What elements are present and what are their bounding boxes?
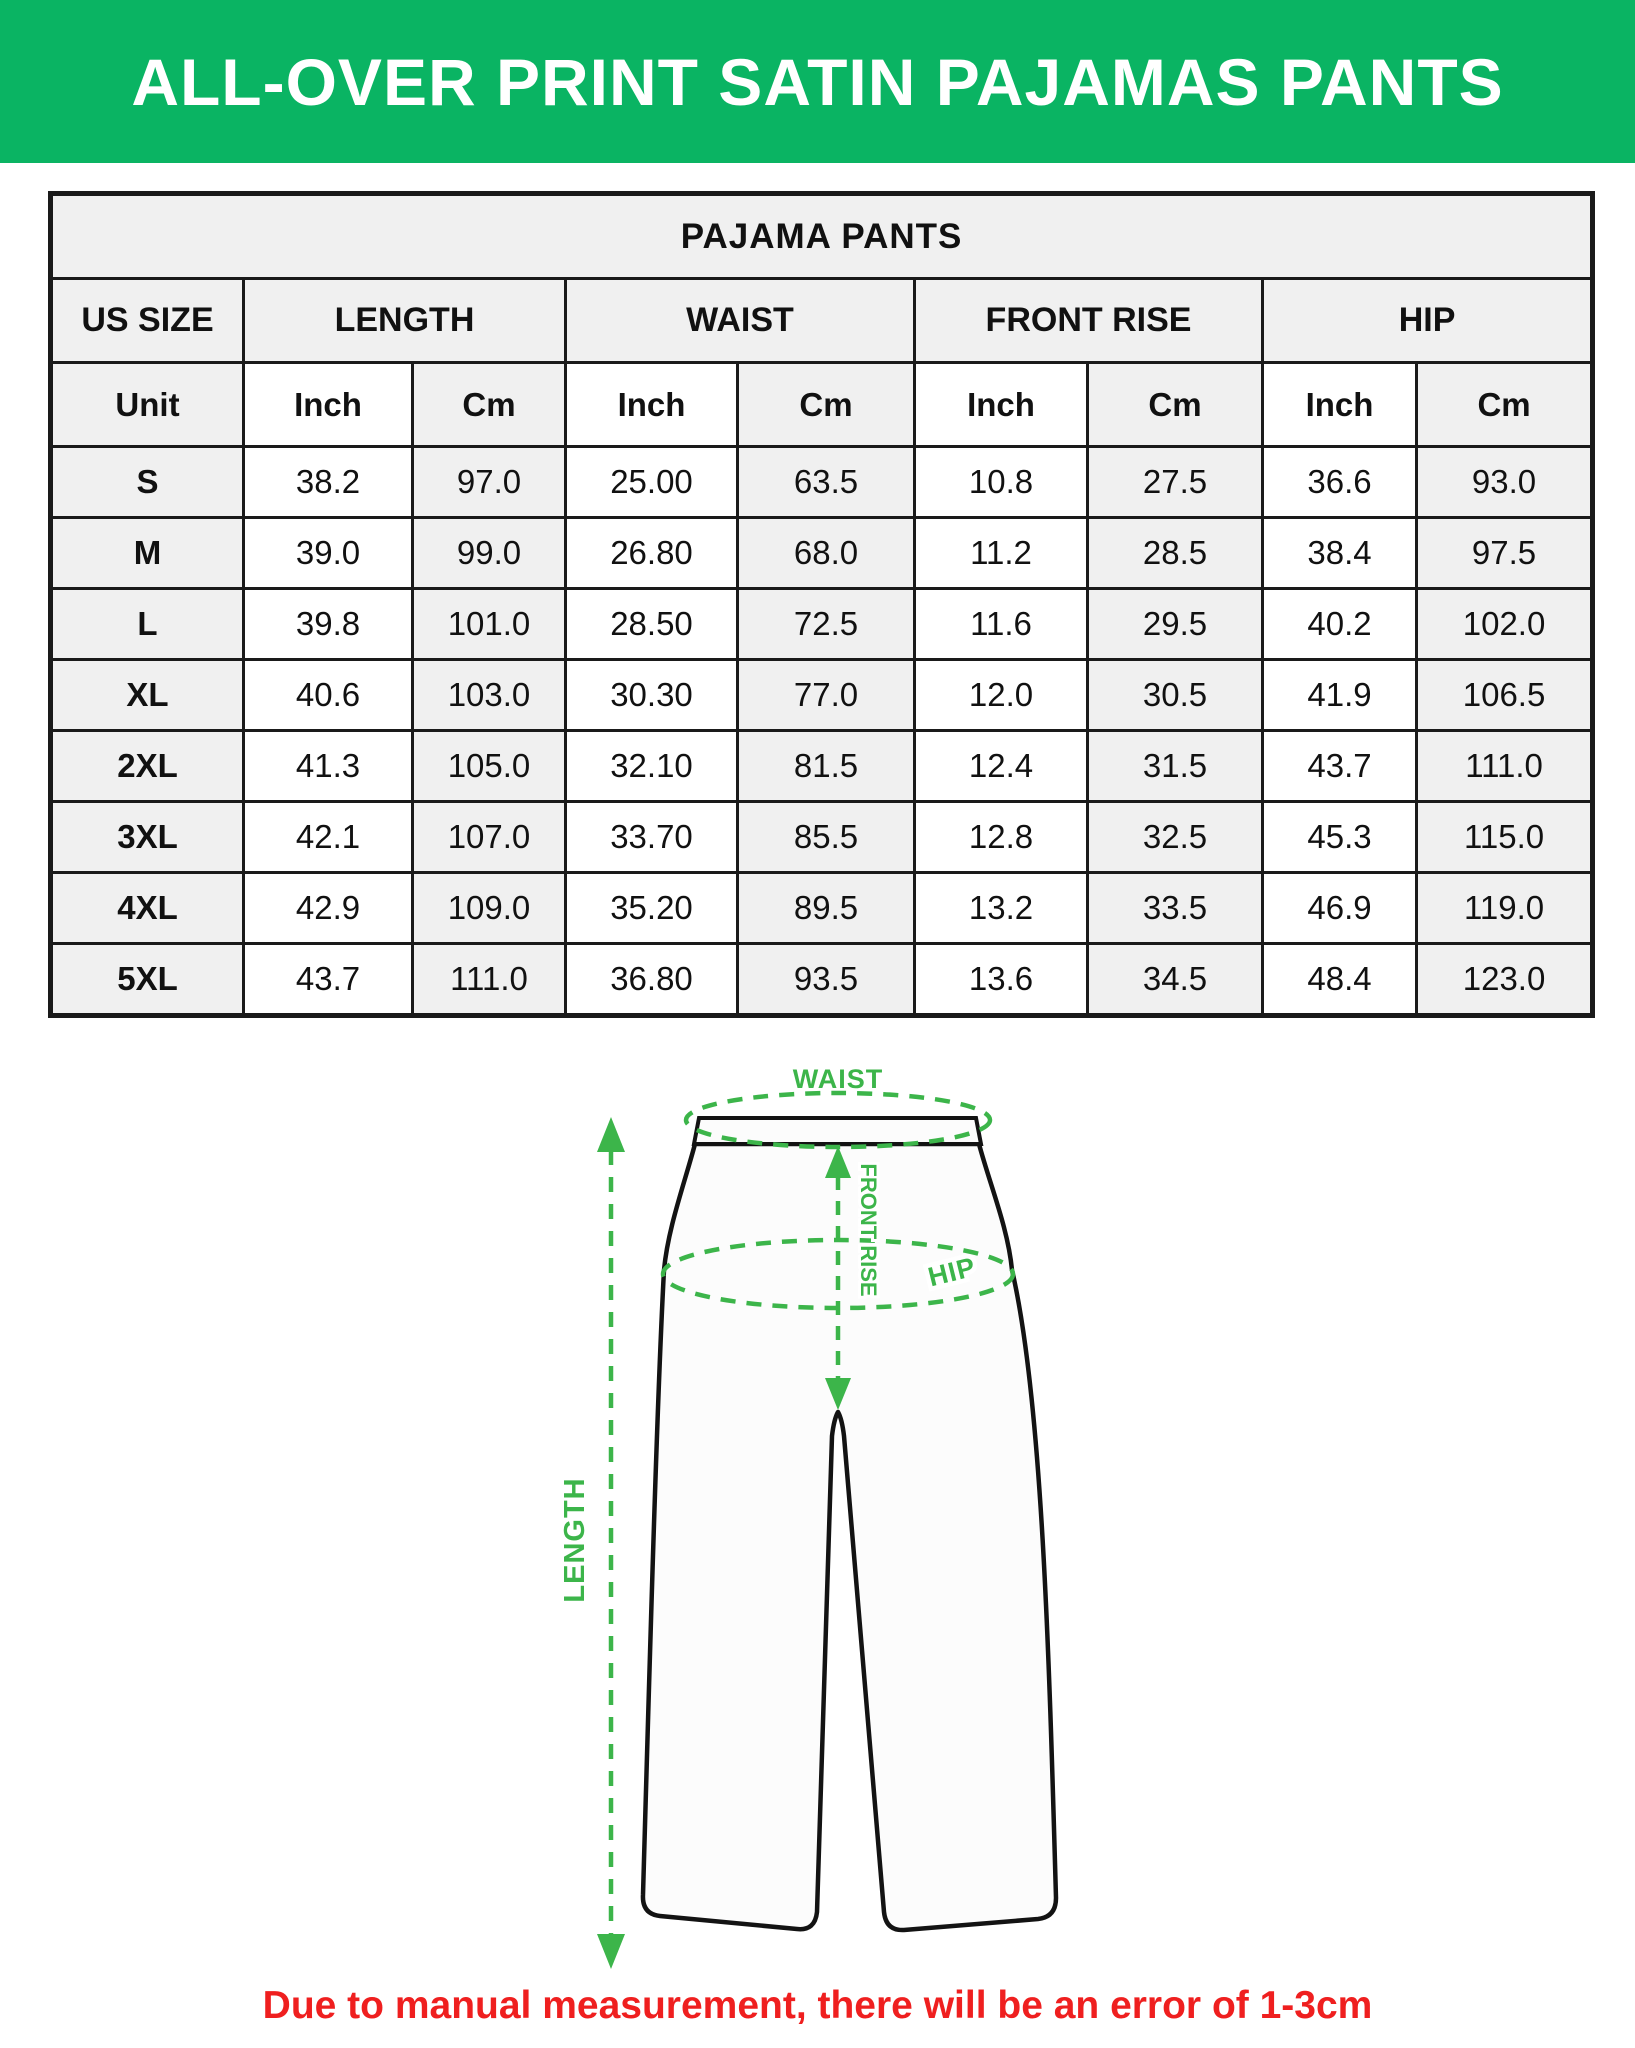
value-cell: 123.0: [1417, 944, 1593, 1016]
value-cell: 39.0: [244, 518, 413, 589]
unit-cell: Inch: [1263, 363, 1417, 447]
col-header-front-rise: FRONT RISE: [915, 279, 1263, 363]
value-cell: 25.00: [566, 447, 738, 518]
value-cell: 12.8: [915, 802, 1088, 873]
waist-label: WAIST: [792, 1064, 884, 1094]
table-row: [51, 731, 1593, 802]
table-row: [51, 944, 1593, 1016]
value-cell: 31.5: [1088, 731, 1263, 802]
value-cell: 30.5: [1088, 660, 1263, 731]
value-cell: 27.5: [1088, 447, 1263, 518]
table-row: [51, 518, 1593, 589]
pants-measurement-diagram: [0, 1040, 1635, 1975]
value-cell: 93.0: [1417, 447, 1593, 518]
value-cell: 11.6: [915, 589, 1088, 660]
value-cell: 48.4: [1263, 944, 1417, 1016]
value-cell: 13.2: [915, 873, 1088, 944]
value-cell: 97.0: [413, 447, 566, 518]
value-cell: 99.0: [413, 518, 566, 589]
arrow-up-icon: [597, 1117, 625, 1152]
size-cell: 4XL: [51, 873, 244, 944]
col-header-length: LENGTH: [244, 279, 566, 363]
front-rise-label: FRONT RISE: [856, 1163, 881, 1297]
value-cell: 42.1: [244, 802, 413, 873]
value-cell: 40.6: [244, 660, 413, 731]
value-cell: 109.0: [413, 873, 566, 944]
value-cell: 30.30: [566, 660, 738, 731]
value-cell: 111.0: [1417, 731, 1593, 802]
value-cell: 33.70: [566, 802, 738, 873]
value-cell: 38.2: [244, 447, 413, 518]
value-cell: 119.0: [1417, 873, 1593, 944]
unit-cell: Unit: [51, 363, 244, 447]
table-row: [51, 660, 1593, 731]
unit-cell: Cm: [1088, 363, 1263, 447]
value-cell: 36.80: [566, 944, 738, 1016]
value-cell: 28.50: [566, 589, 738, 660]
measurement-disclaimer: Due to manual measurement, there will be an error of 1-3cm: [262, 1984, 1373, 2027]
unit-cell: Cm: [413, 363, 566, 447]
value-cell: 33.5: [1088, 873, 1263, 944]
value-cell: 28.5: [1088, 518, 1263, 589]
value-cell: 103.0: [413, 660, 566, 731]
value-cell: 63.5: [738, 447, 915, 518]
value-cell: 46.9: [1263, 873, 1417, 944]
value-cell: 115.0: [1417, 802, 1593, 873]
value-cell: 105.0: [413, 731, 566, 802]
table-unit-row: [51, 363, 1593, 447]
pants-outline: [643, 1144, 1056, 1930]
value-cell: 85.5: [738, 802, 915, 873]
size-chart-table: [48, 191, 1595, 1018]
table-row: [51, 802, 1593, 873]
value-cell: 68.0: [738, 518, 915, 589]
value-cell: 26.80: [566, 518, 738, 589]
size-cell: XL: [51, 660, 244, 731]
size-cell: 3XL: [51, 802, 244, 873]
value-cell: 12.4: [915, 731, 1088, 802]
value-cell: 102.0: [1417, 589, 1593, 660]
value-cell: 39.8: [244, 589, 413, 660]
unit-cell: Inch: [915, 363, 1088, 447]
hip-label: HIP: [925, 1251, 979, 1293]
table-row: [51, 589, 1593, 660]
col-header-hip: HIP: [1263, 279, 1593, 363]
size-cell: 2XL: [51, 731, 244, 802]
value-cell: 111.0: [413, 944, 566, 1016]
value-cell: 10.8: [915, 447, 1088, 518]
value-cell: 72.5: [738, 589, 915, 660]
unit-cell: Inch: [244, 363, 413, 447]
value-cell: 29.5: [1088, 589, 1263, 660]
value-cell: 43.7: [1263, 731, 1417, 802]
value-cell: 97.5: [1417, 518, 1593, 589]
unit-cell: Inch: [566, 363, 738, 447]
value-cell: 35.20: [566, 873, 738, 944]
value-cell: 41.3: [244, 731, 413, 802]
table-title: PAJAMA PANTS: [51, 194, 1593, 279]
size-cell: L: [51, 589, 244, 660]
value-cell: 36.6: [1263, 447, 1417, 518]
table-group-header-row: [51, 279, 1593, 363]
col-header-waist: WAIST: [566, 279, 915, 363]
value-cell: 89.5: [738, 873, 915, 944]
value-cell: 81.5: [738, 731, 915, 802]
value-cell: 77.0: [738, 660, 915, 731]
value-cell: 93.5: [738, 944, 915, 1016]
value-cell: 106.5: [1417, 660, 1593, 731]
value-cell: 11.2: [915, 518, 1088, 589]
value-cell: 45.3: [1263, 802, 1417, 873]
value-cell: 107.0: [413, 802, 566, 873]
value-cell: 38.4: [1263, 518, 1417, 589]
page-title: ALL-OVER PRINT SATIN PAJAMAS PANTS: [131, 44, 1504, 119]
value-cell: 34.5: [1088, 944, 1263, 1016]
value-cell: 42.9: [244, 873, 413, 944]
length-label: LENGTH: [559, 1477, 591, 1603]
arrow-down-icon: [597, 1934, 625, 1969]
size-cell: S: [51, 447, 244, 518]
unit-cell: Cm: [1417, 363, 1593, 447]
value-cell: 32.10: [566, 731, 738, 802]
size-table-body: [51, 447, 1593, 1016]
table-row: [51, 873, 1593, 944]
col-header-us-size: US SIZE: [51, 279, 244, 363]
table-row: [51, 447, 1593, 518]
size-cell: 5XL: [51, 944, 244, 1016]
value-cell: 32.5: [1088, 802, 1263, 873]
value-cell: 40.2: [1263, 589, 1417, 660]
size-cell: M: [51, 518, 244, 589]
value-cell: 41.9: [1263, 660, 1417, 731]
unit-cell: Cm: [738, 363, 915, 447]
value-cell: 43.7: [244, 944, 413, 1016]
value-cell: 12.0: [915, 660, 1088, 731]
header-banner: [0, 0, 1635, 163]
value-cell: 13.6: [915, 944, 1088, 1016]
value-cell: 101.0: [413, 589, 566, 660]
table-title-row: [51, 194, 1593, 279]
